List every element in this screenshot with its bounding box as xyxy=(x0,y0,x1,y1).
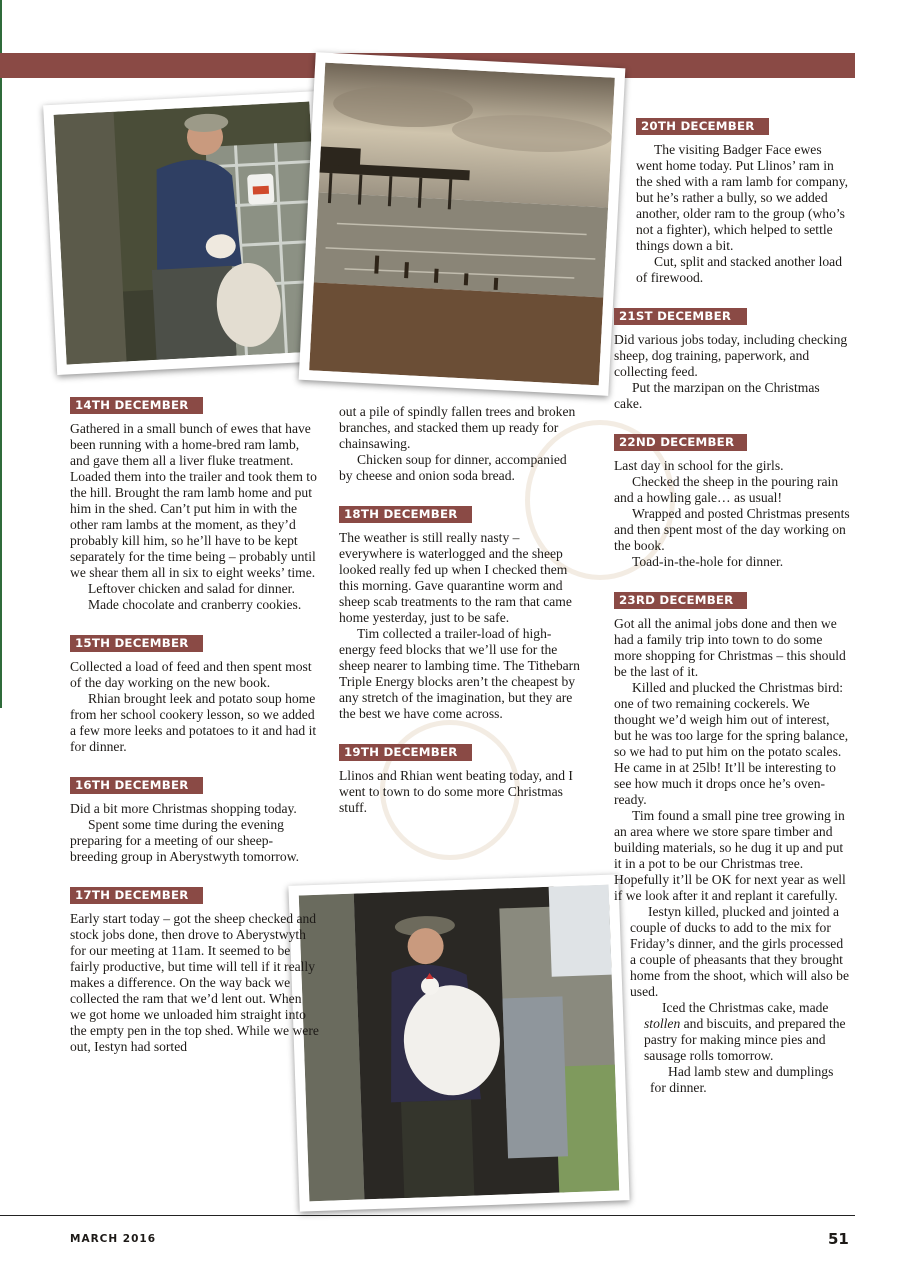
entry-paragraph: Tim collected a trailer-load of high-energy feed blocks that we’ll use for the sheep nearer to lambing time. The Tithebarn Triple Energy blocks aren’t the cheapest by any stretch of the imagination, but they are the best we have come across. xyxy=(339,626,580,721)
entry-paragraph: Rhian brought leek and potato soup home from her school cookery lesson, so we added a few more leeks and potatoes to it and had it for dinner. xyxy=(70,691,317,754)
entry-paragraph: Had lamb stew and dumplings for dinner. xyxy=(650,1064,834,1095)
photo-seaside-pier xyxy=(299,52,626,396)
footer-rule xyxy=(0,1215,855,1216)
entry-paragraph: Checked the sheep in the pouring rain and a howling gale… as usual! xyxy=(614,474,839,505)
entry-paragraph xyxy=(614,1000,850,1064)
date-header: 14TH DECEMBER xyxy=(70,397,203,414)
date-header: 23RD DECEMBER xyxy=(614,592,747,609)
entry-18th-december xyxy=(339,506,581,722)
text-run: and biscuits, and prepared the pastry for making mince pies and sausage rolls tomorrow. xyxy=(644,1016,846,1063)
entry-paragraph: Made chocolate and cranberry cookies. xyxy=(88,597,302,612)
date-header: 16TH DECEMBER xyxy=(70,777,203,794)
entry-paragraph: The weather is still really nasty – everywhere is waterlogged and the sheep looked really fed up when I checked them this morning. Gave quarantine worm and sheep scab treatments to the ram that came home yesterday, just to be safe. xyxy=(339,530,572,625)
entry-paragraph: Last day in school for the girls. xyxy=(614,458,784,473)
entry-paragraph: Gathered in a small bunch of ewes that have been running with a home-bred ram lamb, and gave them all a liver fluke treatment. Loaded them into the trailer and took them to the hill. Brought the ram lamb home and put him in the shed. Can’t put him in with the other ram lambs at the moment, as they’d probably kill him, so he’ll have to be kept separately for the time being – probably until we shear them all in six to eight weeks’ time. xyxy=(70,421,317,580)
entry-22nd-december xyxy=(614,434,850,570)
date-header: 15TH DECEMBER xyxy=(70,635,203,652)
entry-15th-december xyxy=(70,635,320,755)
date-header: 21ST DECEMBER xyxy=(614,308,747,325)
column-1 xyxy=(70,397,320,1077)
entry-paragraph: Got all the animal jobs done and then we had a family trip into town to do some more shopping for Christmas – this should be the last of it. xyxy=(614,616,846,679)
date-header: 17TH DECEMBER xyxy=(70,887,203,904)
entry-19th-december xyxy=(339,744,581,816)
date-header: 18TH DECEMBER xyxy=(339,506,472,523)
entry-paragraph: Toad-in-the-hole for dinner. xyxy=(632,554,784,569)
footer-issue: MARCH 2016 xyxy=(70,1233,157,1245)
entry-paragraph: Tim found a small pine tree growing in an area where we store spare timber and building materials, so he dug it up and put it in a pot to be our Christmas tree. Hopefully it’ll be OK for next year as well if we look after it and replant it carefully. xyxy=(614,808,846,903)
entry-21st-december xyxy=(614,308,850,412)
photo-woman-chicken xyxy=(288,874,629,1211)
text-run-italic: stollen xyxy=(644,1016,681,1031)
photo-farmer-ram xyxy=(43,91,333,375)
entry-paragraph: Put the marzipan on the Christmas cake. xyxy=(614,380,820,411)
entry-16th-december xyxy=(70,777,320,865)
entry-17th-continued xyxy=(339,404,581,484)
entry-paragraph: Did various jobs today, including checking sheep, dog training, paperwork, and collecting feed. xyxy=(614,332,848,379)
entry-20th-december xyxy=(614,118,850,286)
entry-paragraph: Leftover chicken and salad for dinner. xyxy=(88,581,295,596)
entry-paragraph: Did a bit more Christmas shopping today. xyxy=(70,801,297,816)
page-number: 51 xyxy=(828,1230,849,1248)
date-header: 19TH DECEMBER xyxy=(339,744,472,761)
entry-paragraph: Early start today – got the sheep checked and stock jobs done, then drove to Aberystwyth for our meeting at 11am. It seemed to be fairly productive, but time will tell if it really makes a difference. On the way back we collected the ram that we’d lent out. When we got home we unloaded him straight into the empty pen in the top shed. While we were out, Iestyn had sorted xyxy=(70,911,319,1054)
entry-paragraph: Iestyn killed, plucked and jointed a couple of ducks to add to the mix for Friday’s dinner, and the girls processed a couple of pheasants that they brought home from the shoot, which will also be used. xyxy=(630,904,849,999)
page-edge-line xyxy=(0,0,2,708)
entry-paragraph: The visiting Badger Face ewes went home today. Put Llinos’ ram in the shed with a ram lamb for company, but he’s rather a bully, so we added another, older ram to the group (who’s not a fighter), which helped to settle things down a bit. xyxy=(636,142,849,253)
entry-23rd-december xyxy=(614,592,850,1096)
entry-paragraph: Killed and plucked the Christmas bird: one of two remaining cockerels. We thought we’d weigh him out of interest, but he was too large for the spring balance, so we had to put him on the potato scales. He came in at 25lb! It’ll be interesting to see how much it drops once he’s oven-ready. xyxy=(614,680,849,807)
entry-paragraph: Chicken soup for dinner, accompanied by cheese and onion soda bread. xyxy=(339,452,567,483)
column-2 xyxy=(339,404,581,838)
entry-17th-december xyxy=(70,887,320,1055)
date-header: 20TH DECEMBER xyxy=(636,118,769,135)
entry-paragraph: out a pile of spindly fallen trees and broken branches, and stacked them up ready for chainsawing. xyxy=(339,404,576,451)
entry-paragraph: Llinos and Rhian went beating today, and I went to town to do some more Christmas stuff. xyxy=(339,768,573,815)
entry-paragraph: Cut, split and stacked another load of firewood. xyxy=(636,254,843,285)
entry-paragraph: Collected a load of feed and then spent most of the day working on the new book. xyxy=(70,659,312,690)
column-3 xyxy=(614,118,850,1118)
entry-paragraph: Wrapped and posted Christmas presents and then spent most of the day working on the book. xyxy=(614,506,850,553)
date-header: 22ND DECEMBER xyxy=(614,434,747,451)
entry-paragraph: Spent some time during the evening preparing for a meeting of our sheep-breeding group in Aberystwyth tomorrow. xyxy=(70,817,300,864)
entry-14th-december xyxy=(70,397,320,613)
text-run: Iced the Christmas cake, made xyxy=(662,1000,829,1015)
